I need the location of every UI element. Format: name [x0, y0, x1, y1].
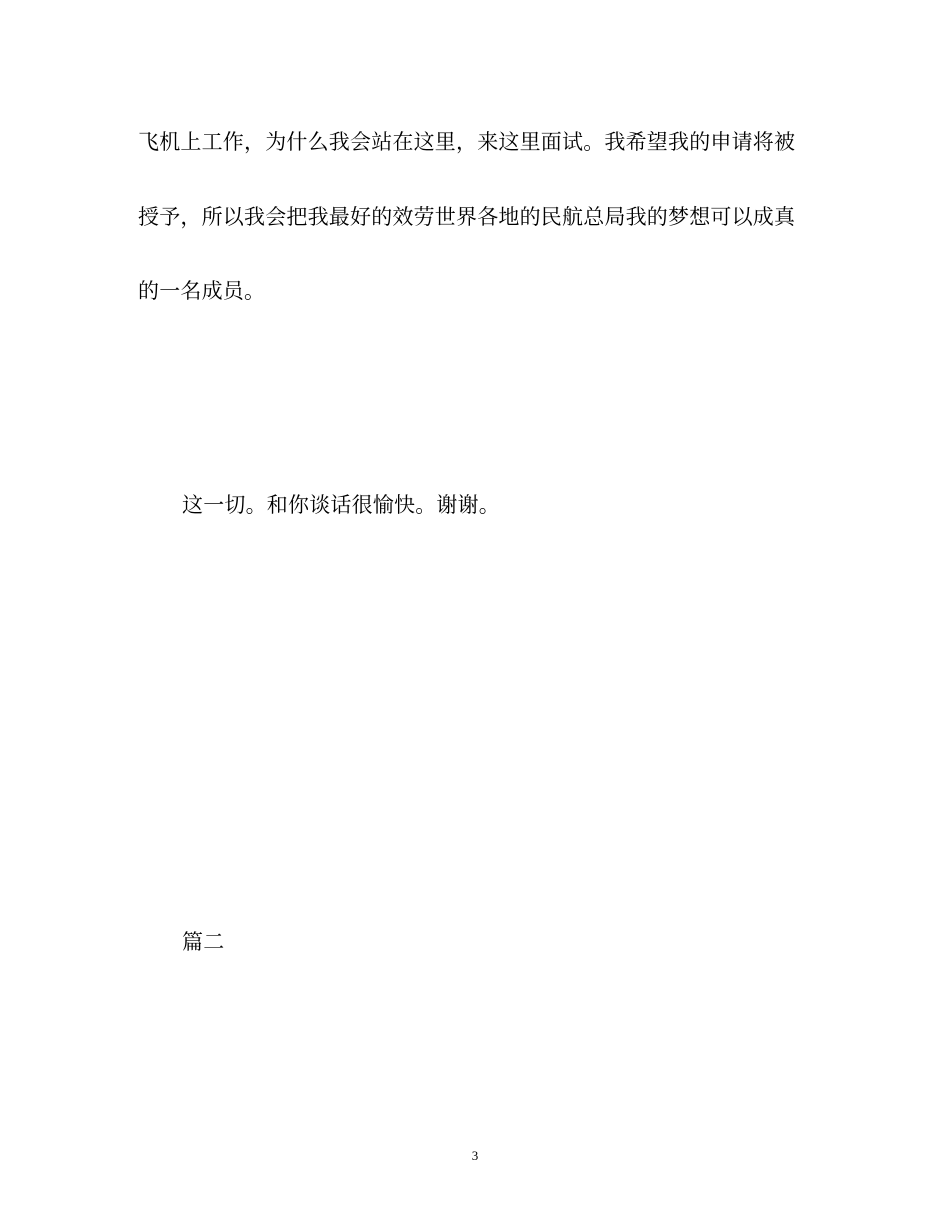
page-number: 3 [471, 1148, 479, 1163]
section-heading: 篇二 [182, 930, 225, 954]
paragraph-1-line-2: 授予，所以我会把我最好的效劳世界各地的民航总局我的梦想可以成真 [138, 205, 796, 229]
paragraph-2: 这一切。和你谈话很愉快。谢谢。 [182, 493, 500, 517]
paragraph-1-line-3: 的一名成员。 [138, 279, 266, 303]
paragraph-1-line-1: 飞机上工作，为什么我会站在这里，来这里面试。我希望我的申请将被 [138, 130, 796, 154]
